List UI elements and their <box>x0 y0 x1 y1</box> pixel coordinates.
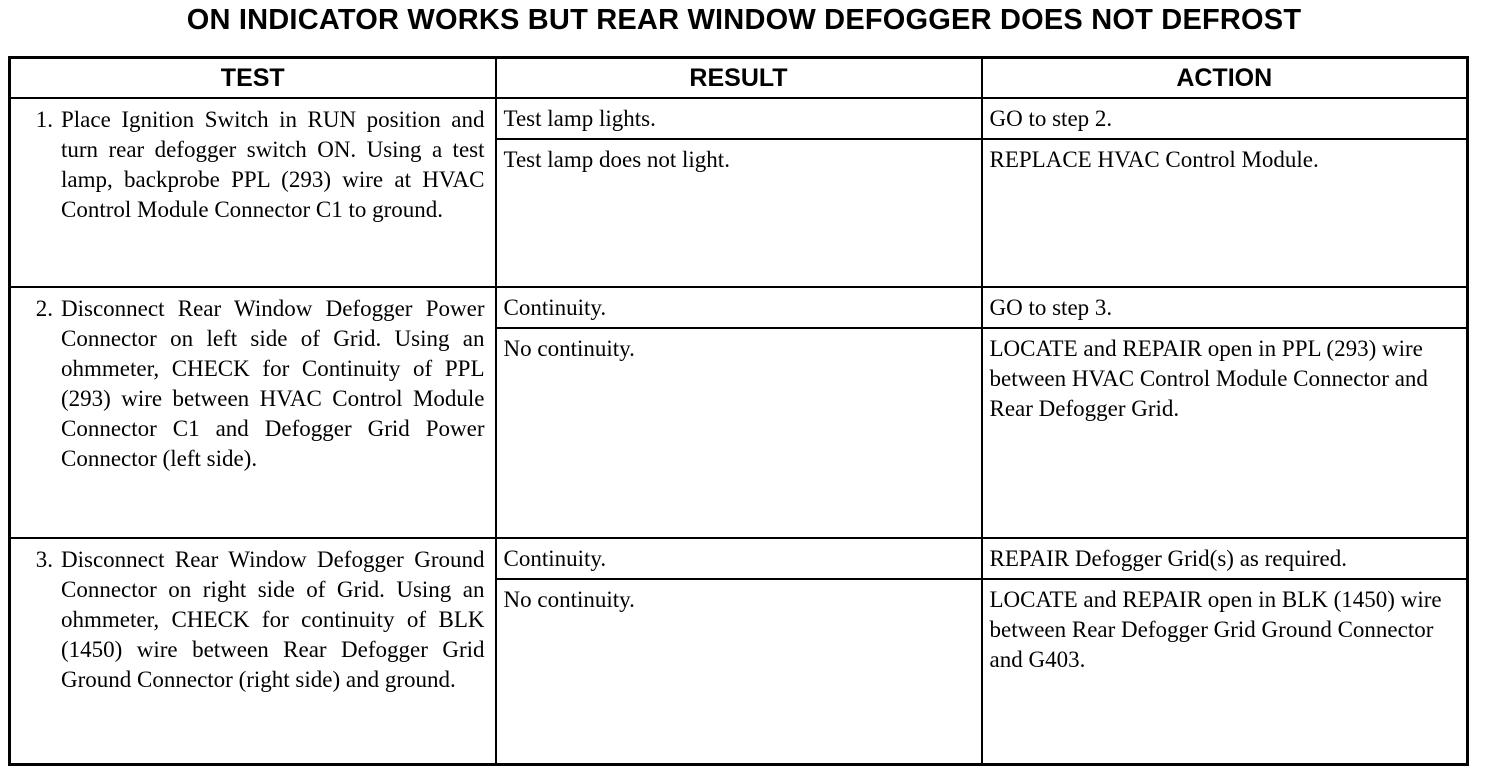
test-cell-step-1 <box>10 98 496 287</box>
step-number: 3. <box>35 547 53 572</box>
action-cell: GO to step 2. <box>982 98 1468 139</box>
step-test-text: Disconnect Rear Window Defogger Ground Connector on right side of Grid. Using an ohmmeter, CHECK for continuity of BLK (1450) wire between Rear Defogger Grid Ground Connector (right side) and ground. <box>61 547 485 692</box>
diagnostic-table <box>8 56 1469 766</box>
action-cell: LOCATE and REPAIR open in PPL (293) wire between HVAC Control Module Connector and Rear Defogger Grid. <box>982 328 1468 538</box>
table-row <box>10 98 1468 139</box>
result-cell: Test lamp does not light. <box>496 139 982 287</box>
header-row <box>10 58 1468 99</box>
header-result: RESULT <box>496 58 982 99</box>
action-cell: REPAIR Defogger Grid(s) as required. <box>982 538 1468 579</box>
result-cell: Test lamp lights. <box>496 98 982 139</box>
test-cell-step-2 <box>10 287 496 538</box>
result-cell: Continuity. <box>496 287 982 328</box>
action-cell: REPLACE HVAC Control Module. <box>982 139 1468 287</box>
step-test-text: Place Ignition Switch in RUN position and turn rear defogger switch ON. Using a test lamp, backprobe PPL (293) wire at HVAC Control Module Connector C1 to ground. <box>61 107 485 222</box>
page-title: ON INDICATOR WORKS BUT REAR WINDOW DEFOGGER DOES NOT DEFROST <box>186 4 1302 36</box>
header-test: TEST <box>10 58 496 99</box>
result-cell: No continuity. <box>496 579 982 765</box>
test-cell-step-3 <box>10 538 496 765</box>
result-cell: Continuity. <box>496 538 982 579</box>
table-row <box>10 287 1468 328</box>
step-number: 1. <box>35 107 53 132</box>
result-cell: No continuity. <box>496 328 982 538</box>
step-test-text: Disconnect Rear Window Defogger Power Connector on left side of Grid. Using an ohmmeter, CHECK for Continuity of PPL (293) wire between HVAC Control Module Connector C1 and Defogger Grid Power Connector (left side). <box>61 296 485 471</box>
action-cell: GO to step 3. <box>982 287 1468 328</box>
step-number: 2. <box>35 296 53 321</box>
action-cell: LOCATE and REPAIR open in BLK (1450) wire between Rear Defogger Grid Ground Connector and G403. <box>982 579 1468 765</box>
table-row <box>10 538 1468 579</box>
header-action: ACTION <box>982 58 1468 99</box>
